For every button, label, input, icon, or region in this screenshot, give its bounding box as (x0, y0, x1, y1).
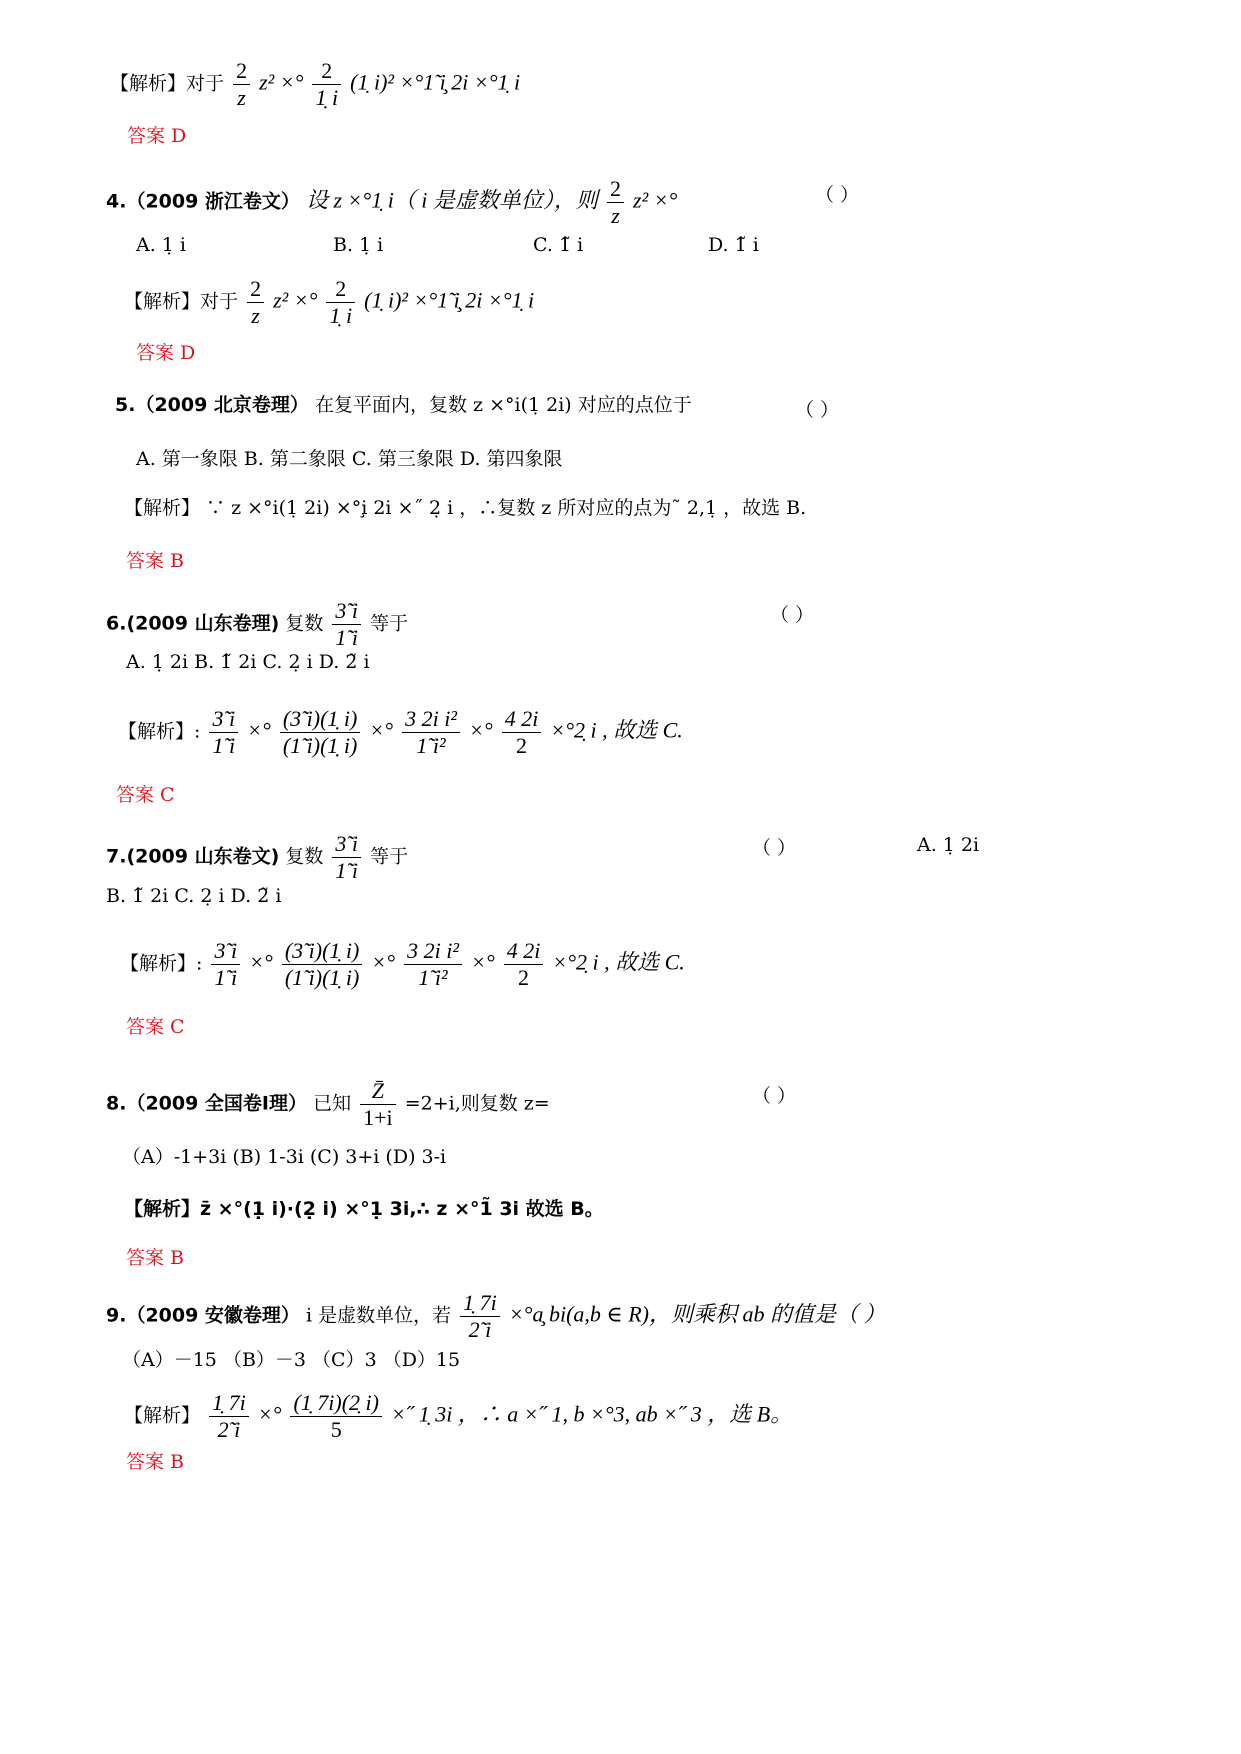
numerator: 3 2i i² (404, 938, 462, 965)
answer-line: 答案 C (116, 784, 175, 806)
solution-label: 【解析】对于 (124, 290, 239, 313)
math-expr: ×°2̣ i , 故选 C. (550, 717, 683, 743)
math-expr: (1̣ i)² ×°1̃ i̧ 2i ×°1̣ i (350, 69, 521, 95)
denominator: 1+i (363, 1105, 393, 1130)
numerator: 3̃ i (209, 706, 238, 733)
question-text: 等于 (370, 845, 409, 868)
question-5 (115, 393, 692, 417)
numerator: (3̃ i)(1̣ i) (280, 706, 361, 733)
numerator: 2 (233, 58, 250, 85)
question-9 (106, 1290, 885, 1343)
options: （A）-1+3i (B) 1-3i (C) 3+i (D) 3-i (122, 1146, 447, 1168)
answer-bracket: （ ） (752, 1085, 797, 1107)
solution-label: 【解析】对于 (110, 72, 225, 95)
solution-line: 【解析】 $\frac{1̣ 7i}{2̃ i}$ ×° $\frac{(1̣ 7i)(2̣ i)}{5}$ ×˝ 1̣ 3i ，∴ a ×˝ 1, b ×°3, ab ×˝ 3 ，选 B。 (124, 1390, 793, 1442)
fraction (211, 938, 240, 991)
numerator: 2 (607, 176, 624, 203)
question-number: 8.（2009 全国卷Ⅰ理） (106, 1092, 308, 1115)
fraction (360, 1078, 396, 1131)
question-number: 6.(2009 山东卷理) (106, 612, 280, 635)
fraction (326, 276, 355, 329)
denominator: 2̃ i (468, 1317, 492, 1342)
options: B. 1̃ 2i C. 2̣ i D. 2̃ i (106, 885, 282, 907)
fraction (312, 58, 341, 111)
fraction (282, 938, 363, 991)
denominator: 1̣ i (315, 85, 339, 110)
math-expr: z² ×° (273, 287, 318, 313)
denominator: 1̃ i² (416, 733, 446, 758)
fraction (247, 276, 264, 329)
math-expr: z² ×° (633, 187, 678, 213)
denominator: z (251, 303, 260, 328)
answer-bracket: （ ） (770, 604, 815, 626)
answer-line: 答案 B (126, 550, 185, 572)
options: A. 1̣ 2i B. 1̃ 2i C. 2̣ i D. 2̃ i (126, 651, 370, 673)
options: A. 第一象限 B. 第二象限 C. 第三象限 D. 第四象限 (136, 448, 563, 470)
solution-line (124, 276, 534, 329)
solution-label: 【解析】 (124, 1404, 201, 1427)
solution-line: 【解析】: $\frac{3̃ i}{1̃ i}$ ×° $\frac{(3̃ i)(1̣ i)}{(1̃ i)(1̣ i)}$ ×° $\frac{\text{3 2i i²}}{\text{1̃ i²}}$ ×° $\frac{4 2i}{2}$ ×°2̣ i , 故选 C. (118, 706, 683, 758)
options: （A）－15 （B）－3 （C）3 （D）15 (122, 1349, 461, 1371)
numerator: 2 (326, 276, 355, 303)
question-text: 在复平面内，复数 z ×°i(1̣ 2i) 对应的点位于 (314, 394, 692, 416)
answer-line: 答案 B (126, 1247, 185, 1269)
question-8 (106, 1078, 550, 1131)
math-expr: ×˝ 1̣ 3i ，∴ a ×˝ 1, b ×°3, ab ×˝ 3 ，选 B。 (391, 1401, 793, 1427)
numerator: 3̃ i (332, 598, 361, 625)
question-text: 等于 (370, 612, 409, 635)
solution-label: 【解析】: (118, 720, 201, 743)
numerator: 3 2i i² (402, 706, 460, 733)
denominator: 5 (330, 1417, 342, 1442)
question-number: 9.（2009 安徽卷理） (106, 1304, 300, 1327)
fraction (209, 706, 238, 759)
fraction (502, 706, 542, 759)
fraction (290, 1390, 382, 1443)
option-a: A. 1̣ i (136, 234, 187, 256)
math-expr: ×°a̧ bi(a,b ∈ R)，则乘积 ab 的值是（ ） (508, 1301, 886, 1327)
numerator: 2 (247, 276, 264, 303)
answer-line: 答案 D (136, 342, 196, 364)
numerator: 4 2i (504, 938, 544, 965)
denominator: 1̃ i (335, 625, 359, 650)
numerator: 3̃ i (211, 938, 240, 965)
denominator: 1̣ i (329, 303, 353, 328)
numerator: (1̣ 7i)(2̣ i) (290, 1390, 382, 1417)
option-c: C. 1̃ i (533, 234, 584, 256)
fraction (402, 706, 460, 759)
answer-bracket: （ ） (752, 837, 797, 859)
denominator: 1̃ i (212, 733, 236, 758)
solution-line: 【解析】: $\frac{3̃ i}{1̃ i}$ ×° $\frac{(3̃ i)(1̣ i)}{(1̃ i)(1̣ i)}$ ×° $\frac{\text{3 2i i²}}{\text{1̃ i²}}$ ×° $\frac{4 2i}{2}$ ×°2̣ i , 故选 C. (120, 938, 685, 990)
denominator: 2 (518, 965, 529, 990)
solution-line: 【解析】z̄ ×°(1̣ i)·(2̣ i) ×°1̣ 3i,∴ z ×°1̃ 3i 故选 B。 (124, 1198, 604, 1220)
option-b: B. 1̣ i (333, 234, 384, 256)
math-expr: ×°2̣ i , 故选 C. (552, 949, 685, 975)
denominator: z (611, 203, 620, 228)
numerator: Z̄ (360, 1078, 396, 1105)
solution-line-prev (110, 58, 520, 111)
answer-bracket: （ ） (815, 184, 860, 206)
option-a: A. 1̣ 2i (917, 834, 980, 856)
fraction (607, 176, 624, 229)
denominator: (1̃ i)(1̣ i) (284, 965, 360, 990)
question-text: i 是虚数单位，若 (305, 1304, 452, 1327)
question-text: 复数 (285, 612, 324, 635)
fraction (504, 938, 544, 991)
denominator: (1̃ i)(1̣ i) (282, 733, 358, 758)
fraction (280, 706, 361, 759)
answer-line: 答案 D (127, 125, 187, 147)
question-number: 7.(2009 山东卷文) (106, 845, 280, 868)
question-text: 设 z ×°1̣ i（ i 是虚数单位），则 (305, 187, 598, 213)
answer-line: 答案 C (126, 1016, 185, 1038)
denominator: 1̃ i (214, 965, 238, 990)
question-4 (106, 176, 677, 229)
fraction (404, 938, 462, 991)
fraction (460, 1290, 500, 1343)
answer-bracket: （ ） (795, 399, 840, 421)
question-text: =2+i,则复数 z= (404, 1092, 550, 1115)
denominator: 2̃ i (217, 1417, 241, 1442)
numerator: 1̣ 7i (460, 1290, 500, 1317)
fraction (332, 598, 361, 651)
fraction (209, 1390, 249, 1443)
denominator: 2 (516, 733, 527, 758)
question-6 (106, 598, 408, 651)
numerator: 3̃ i (332, 831, 361, 858)
math-expr: z² ×° (259, 69, 304, 95)
question-7 (106, 831, 408, 884)
numerator: 1̣ 7i (209, 1390, 249, 1417)
fraction (233, 58, 250, 111)
option-d: D. 1̃ i (708, 234, 759, 256)
answer-line: 答案 B (126, 1451, 185, 1473)
question-number: 5.（2009 北京卷理） (115, 394, 309, 416)
solution-line: 【解析】 ∵ z ×°i(1̣ 2i) ×°i̧ 2i ×˝ 2̣ i ，∴复数 z 所对应的点为˜ 2,1̣ ，故选 B. (124, 497, 807, 519)
question-text: 已知 (313, 1092, 352, 1115)
numerator: 4 2i (502, 706, 542, 733)
numerator: 2 (312, 58, 341, 85)
denominator: z (237, 85, 246, 110)
question-text: 复数 (285, 845, 324, 868)
denominator: 1̃ i² (418, 965, 448, 990)
fraction (332, 831, 361, 884)
denominator: 1̃ i (335, 858, 359, 883)
math-expr: (1̣ i)² ×°1̃ i̧ 2i ×°1̣ i (364, 287, 535, 313)
numerator: (3̃ i)(1̣ i) (282, 938, 363, 965)
question-number: 4.（2009 浙江卷文） (106, 190, 300, 213)
solution-label: 【解析】: (120, 952, 203, 975)
